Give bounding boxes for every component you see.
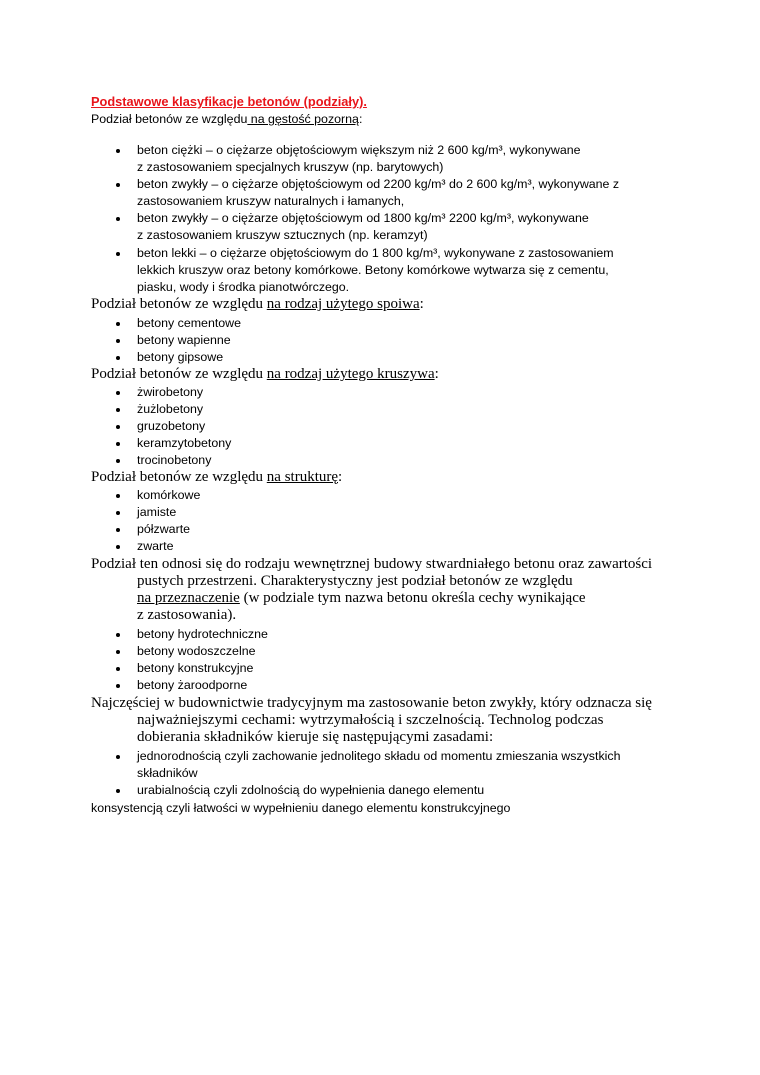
bullet-icon — [116, 322, 120, 326]
ordinary-item-2: urabialnością czyli zdolnością do wypełnienia danego elementu — [137, 783, 485, 797]
density-intro-text: Podział betonów ze względu — [91, 112, 248, 126]
density-item-4-line-2: lekkich kruszyw oraz betony komórkowe. Betony komórkowe wytwarza się z cementu, — [137, 263, 609, 277]
structure-item: półzwarte — [137, 522, 191, 536]
bullet-icon — [116, 408, 120, 412]
bullet-icon — [116, 442, 120, 446]
purpose-item: betony konstrukcyjne — [137, 661, 254, 675]
density-item-4-line-1: beton lekki – o ciężarze objętościowym do 1 800 kg/m³, wykonywane z zastosowaniem — [137, 246, 614, 260]
ordinary-item-1-line-1: jednorodnością czyli zachowanie jednolitego składu od momentu zmieszania wszystkich — [137, 749, 621, 763]
structure-intro-colon: : — [338, 469, 343, 485]
density-intro — [91, 111, 362, 128]
bullet-icon — [116, 252, 120, 256]
aggregate-intro-underlined: na rodzaj użytego kruszywa — [266, 366, 435, 382]
aggregate-item: keramzytobetony — [137, 436, 232, 450]
density-item-2-line-2: zastosowaniem kruszyw naturalnych i łamanych, — [137, 194, 405, 208]
density-intro-underlined: na gęstość pozorną — [247, 112, 359, 126]
purpose-item: betony wodoszczelne — [137, 644, 256, 658]
structure-item: zwarte — [137, 539, 174, 553]
purpose-paragraph-line-3 — [137, 590, 586, 608]
structure-intro-underlined: na strukturę — [266, 469, 339, 485]
density-item-2-line-1: beton zwykły – o ciężarze objętościowym od 2200 kg/m³ do 2 600 kg/m³, wykonywane z — [137, 177, 620, 191]
density-item-4-line-3: piasku, wody i środka pianotwórczego. — [137, 280, 350, 294]
aggregate-item: żwirobetony — [137, 385, 204, 399]
purpose-paragraph-line-1: Podział ten odnosi się do rodzaju wewnętrznej budowy stwardniałego betonu oraz zawartości — [91, 556, 653, 572]
structure-item: jamiste — [137, 505, 177, 519]
bullet-icon — [116, 528, 120, 532]
bullet-icon — [116, 667, 120, 671]
binder-item: betony gipsowe — [137, 350, 224, 364]
bullet-icon — [116, 545, 120, 549]
aggregate-intro-colon: : — [434, 366, 439, 382]
bullet-icon — [116, 650, 120, 654]
page-title: Podstawowe klasyfikacje betonów (podziały). — [91, 94, 367, 109]
bullet-icon — [116, 217, 120, 221]
purpose-item: betony hydrotechniczne — [137, 627, 268, 641]
structure-intro — [91, 469, 342, 487]
bullet-icon — [116, 391, 120, 395]
aggregate-item: trocinobetony — [137, 453, 212, 467]
bullet-icon — [116, 633, 120, 637]
purpose-paragraph-line-2: pustych przestrzeni. Charakterystyczny jest podział betonów ze względu — [137, 573, 573, 589]
density-item-1-line-2: z zastosowaniem specjalnych kruszyw (np. barytowych) — [137, 160, 444, 174]
ordinary-paragraph-line-3: dobierania składników kieruje się następującymi zasadami: — [137, 729, 494, 745]
purpose-paragraph-line-4: z zastosowania). — [137, 607, 237, 623]
aggregate-intro-text: Podział betonów ze względu — [91, 366, 267, 382]
structure-intro-text: Podział betonów ze względu — [91, 469, 267, 485]
bullet-icon — [116, 459, 120, 463]
purpose-line-3-text: (w podziale tym nazwa betonu określa cechy wynikające — [239, 590, 586, 606]
binder-item: betony cementowe — [137, 316, 242, 330]
binder-intro — [91, 296, 424, 314]
binder-item: betony wapienne — [137, 333, 231, 347]
density-item-3-line-1: beton zwykły – o ciężarze objętościowym od 1800 kg/m³ 2200 kg/m³, wykonywane — [137, 211, 589, 225]
bullet-icon — [116, 755, 120, 759]
ordinary-paragraph-line-2: najważniejszymi cechami: wytrzymałością i szczelnością. Technolog podczas — [137, 712, 604, 728]
density-item-3-line-2: z zastosowaniem kruszyw sztucznych (np. keramzyt) — [137, 228, 428, 242]
ordinary-final-line: konsystencją czyli łatwości w wypełnieniu danego elementu konstrukcyjnego — [91, 801, 511, 815]
binder-intro-underlined: na rodzaj użytego spoiwa — [266, 296, 420, 312]
bullet-icon — [116, 684, 120, 688]
bullet-icon — [116, 339, 120, 343]
density-item-1-line-1: beton ciężki – o ciężarze objętościowym większym niż 2 600 kg/m³, wykonywane — [137, 143, 581, 157]
bullet-icon — [116, 789, 120, 793]
density-intro-colon: : — [358, 112, 363, 126]
purpose-underlined: na przeznaczenie — [137, 590, 240, 606]
ordinary-paragraph-line-1: Najczęściej w budownictwie tradycyjnym ma zastosowanie beton zwykły, który odznacza się — [91, 695, 652, 711]
bullet-icon — [116, 494, 120, 498]
aggregate-item: gruzobetony — [137, 419, 206, 433]
bullet-icon — [116, 511, 120, 515]
bullet-icon — [116, 356, 120, 360]
binder-intro-text: Podział betonów ze względu — [91, 296, 267, 312]
aggregate-item: żużlobetony — [137, 402, 204, 416]
bullet-icon — [116, 425, 120, 429]
ordinary-item-1-line-2: składników — [137, 766, 198, 780]
purpose-item: betony żaroodporne — [137, 678, 248, 692]
structure-item: komórkowe — [137, 488, 201, 502]
bullet-icon — [116, 149, 120, 153]
binder-intro-colon: : — [419, 296, 424, 312]
aggregate-intro — [91, 366, 439, 384]
bullet-icon — [116, 183, 120, 187]
